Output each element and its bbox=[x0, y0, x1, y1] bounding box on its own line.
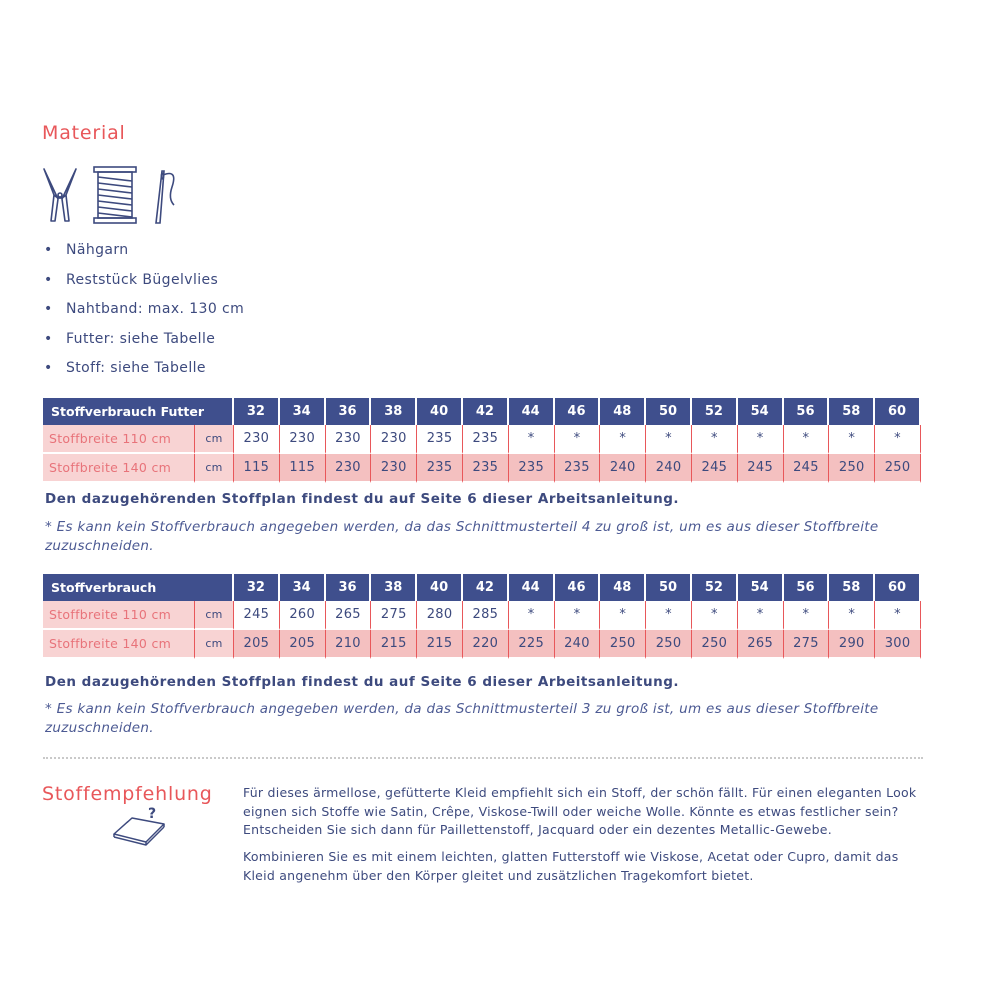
fabric-layout-reference: Den dazugehörenden Stoffplan findest du auf Seite 6 dieser Arbeitsanleitung. bbox=[45, 674, 680, 690]
scissors-icon bbox=[40, 165, 80, 225]
size-header: 34 bbox=[280, 574, 326, 601]
size-header: 32 bbox=[234, 574, 280, 601]
consumption-cell: 235 bbox=[509, 454, 555, 483]
size-header: 48 bbox=[600, 398, 646, 425]
section-divider bbox=[43, 757, 923, 759]
material-list bbox=[42, 240, 244, 388]
size-header: 38 bbox=[371, 574, 417, 601]
size-header: 46 bbox=[555, 574, 601, 601]
consumption-cell: * bbox=[875, 601, 921, 630]
unit-cell: cm bbox=[195, 601, 234, 630]
consumption-cell: 230 bbox=[234, 425, 280, 454]
consumption-cell: 265 bbox=[326, 601, 372, 630]
size-header: 56 bbox=[784, 574, 830, 601]
consumption-cell: * bbox=[600, 425, 646, 454]
unit-cell: cm bbox=[195, 425, 234, 454]
size-header: 56 bbox=[784, 398, 830, 425]
consumption-cell: 240 bbox=[646, 454, 692, 483]
unit-cell: cm bbox=[195, 454, 234, 483]
unit-cell: cm bbox=[195, 630, 234, 659]
lining-recommendation-text: Kombinieren Sie es mit einem leichten, glatten Futterstoff wie Viskose, Acetat oder Cupro, damit das Kleid angenehm über den Körper gleitet und zusätzlichen Tragekomfort bietet. bbox=[243, 849, 899, 883]
consumption-cell: * bbox=[509, 425, 555, 454]
fabric-width-label: Stoffbreite 140 cm bbox=[43, 454, 195, 483]
consumption-cell: * bbox=[555, 425, 601, 454]
fabric-question-icon bbox=[112, 804, 166, 846]
consumption-cell: 210 bbox=[326, 630, 372, 659]
consumption-cell: 225 bbox=[509, 630, 555, 659]
consumption-cell: 245 bbox=[784, 454, 830, 483]
table-title: Stoffverbrauch bbox=[43, 574, 234, 601]
fabric-recommendation-text: Für dieses ärmellose, gefütterte Kleid empfiehlt sich ein Stoff, der schön fällt. Für einen eleganten Look eignen sich Stoffe wie Satin, Crêpe, Viskose-Twill oder weiche Wolle. Könnte es etwas festlicher sein? Entscheiden Sie sich dann für Paillettenstoff, Jacquard oder ein dezentes Metallic-Gewebe. bbox=[243, 785, 917, 837]
consumption-cell: * bbox=[875, 425, 921, 454]
consumption-cell: 285 bbox=[463, 601, 509, 630]
consumption-cell: * bbox=[555, 601, 601, 630]
consumption-cell: * bbox=[646, 425, 692, 454]
size-header: 52 bbox=[692, 574, 738, 601]
consumption-cell: 240 bbox=[600, 454, 646, 483]
consumption-cell: 300 bbox=[875, 630, 921, 659]
table-row bbox=[43, 601, 921, 630]
consumption-cell: 235 bbox=[463, 425, 509, 454]
consumption-cell: 235 bbox=[463, 454, 509, 483]
consumption-cell: 205 bbox=[280, 630, 326, 659]
size-header: 40 bbox=[417, 574, 463, 601]
consumption-cell: 250 bbox=[600, 630, 646, 659]
consumption-cell: 220 bbox=[463, 630, 509, 659]
size-header: 44 bbox=[509, 574, 555, 601]
consumption-cell: 250 bbox=[646, 630, 692, 659]
lining-footnote: * Es kann kein Stoffverbrauch angegeben werden, da das Schnittmusterteil 4 zu groß ist, um es aus dieser Stoffbreite zuzuschneiden. bbox=[45, 519, 879, 554]
thread-spool-icon bbox=[92, 165, 138, 225]
consumption-cell: 235 bbox=[555, 454, 601, 483]
material-item: • Reststück Bügelvlies bbox=[42, 270, 244, 300]
fabric-recommendation-heading: Stoffempfehlung bbox=[42, 783, 213, 805]
consumption-cell: 230 bbox=[326, 454, 372, 483]
table-row bbox=[43, 630, 921, 659]
material-item: • Stoff: siehe Tabelle bbox=[42, 358, 244, 388]
needle-icon bbox=[150, 165, 182, 225]
size-header: 42 bbox=[463, 574, 509, 601]
consumption-cell: 250 bbox=[875, 454, 921, 483]
size-header: 46 bbox=[555, 398, 601, 425]
consumption-cell: 245 bbox=[738, 454, 784, 483]
size-header: 36 bbox=[326, 398, 372, 425]
fabric-width-label: Stoffbreite 110 cm bbox=[43, 601, 195, 630]
svg-text:?: ? bbox=[148, 806, 157, 822]
material-item: • Futter: siehe Tabelle bbox=[42, 329, 244, 359]
size-header: 36 bbox=[326, 574, 372, 601]
size-header: 58 bbox=[829, 398, 875, 425]
consumption-cell: * bbox=[784, 601, 830, 630]
lining-layout-reference: Den dazugehörenden Stoffplan findest du auf Seite 6 dieser Arbeitsanleitung. bbox=[45, 491, 680, 507]
consumption-cell: 235 bbox=[417, 454, 463, 483]
size-header: 32 bbox=[234, 398, 280, 425]
consumption-cell: * bbox=[692, 425, 738, 454]
consumption-cell: 250 bbox=[829, 454, 875, 483]
table-title: Stoffverbrauch Futter bbox=[43, 398, 234, 425]
consumption-cell: 230 bbox=[371, 454, 417, 483]
consumption-cell: 115 bbox=[234, 454, 280, 483]
consumption-cell: 275 bbox=[371, 601, 417, 630]
material-item: • Nähgarn bbox=[42, 240, 244, 270]
size-header: 38 bbox=[371, 398, 417, 425]
consumption-cell: * bbox=[509, 601, 555, 630]
size-header: 52 bbox=[692, 398, 738, 425]
size-header: 48 bbox=[600, 574, 646, 601]
size-header: 60 bbox=[875, 398, 921, 425]
consumption-cell: 115 bbox=[280, 454, 326, 483]
lining-consumption-table bbox=[43, 398, 921, 483]
size-header: 54 bbox=[738, 574, 784, 601]
consumption-cell: * bbox=[646, 601, 692, 630]
table-row bbox=[43, 425, 921, 454]
size-header: 50 bbox=[646, 398, 692, 425]
consumption-cell: 230 bbox=[326, 425, 372, 454]
table-header-row bbox=[43, 574, 921, 601]
consumption-cell: 280 bbox=[417, 601, 463, 630]
consumption-cell: 245 bbox=[234, 601, 280, 630]
consumption-cell: 205 bbox=[234, 630, 280, 659]
consumption-cell: * bbox=[738, 601, 784, 630]
size-header: 44 bbox=[509, 398, 555, 425]
fabric-width-label: Stoffbreite 110 cm bbox=[43, 425, 195, 454]
consumption-cell: 290 bbox=[829, 630, 875, 659]
fabric-footnote: * Es kann kein Stoffverbrauch angegeben werden, da das Schnittmusterteil 3 zu groß ist, um es aus dieser Stoffbreite zuzuschneiden. bbox=[45, 701, 879, 736]
consumption-cell: 235 bbox=[417, 425, 463, 454]
material-heading: Material bbox=[42, 122, 126, 144]
size-header: 50 bbox=[646, 574, 692, 601]
consumption-cell: 230 bbox=[371, 425, 417, 454]
material-item: • Nahtband: max. 130 cm bbox=[42, 299, 244, 329]
consumption-cell: * bbox=[829, 425, 875, 454]
size-header: 42 bbox=[463, 398, 509, 425]
consumption-cell: 265 bbox=[738, 630, 784, 659]
consumption-cell: 215 bbox=[371, 630, 417, 659]
size-header: 60 bbox=[875, 574, 921, 601]
size-header: 34 bbox=[280, 398, 326, 425]
consumption-cell: * bbox=[738, 425, 784, 454]
consumption-cell: 250 bbox=[692, 630, 738, 659]
fabric-width-label: Stoffbreite 140 cm bbox=[43, 630, 195, 659]
consumption-cell: * bbox=[829, 601, 875, 630]
table-row bbox=[43, 454, 921, 483]
consumption-cell: 240 bbox=[555, 630, 601, 659]
consumption-cell: * bbox=[784, 425, 830, 454]
consumption-cell: 230 bbox=[280, 425, 326, 454]
size-header: 54 bbox=[738, 398, 784, 425]
consumption-cell: 245 bbox=[692, 454, 738, 483]
size-header: 58 bbox=[829, 574, 875, 601]
consumption-cell: 260 bbox=[280, 601, 326, 630]
consumption-cell: 275 bbox=[784, 630, 830, 659]
consumption-cell: * bbox=[692, 601, 738, 630]
table-header-row bbox=[43, 398, 921, 425]
size-header: 40 bbox=[417, 398, 463, 425]
consumption-cell: * bbox=[600, 601, 646, 630]
fabric-consumption-table bbox=[43, 574, 921, 659]
consumption-cell: 215 bbox=[417, 630, 463, 659]
